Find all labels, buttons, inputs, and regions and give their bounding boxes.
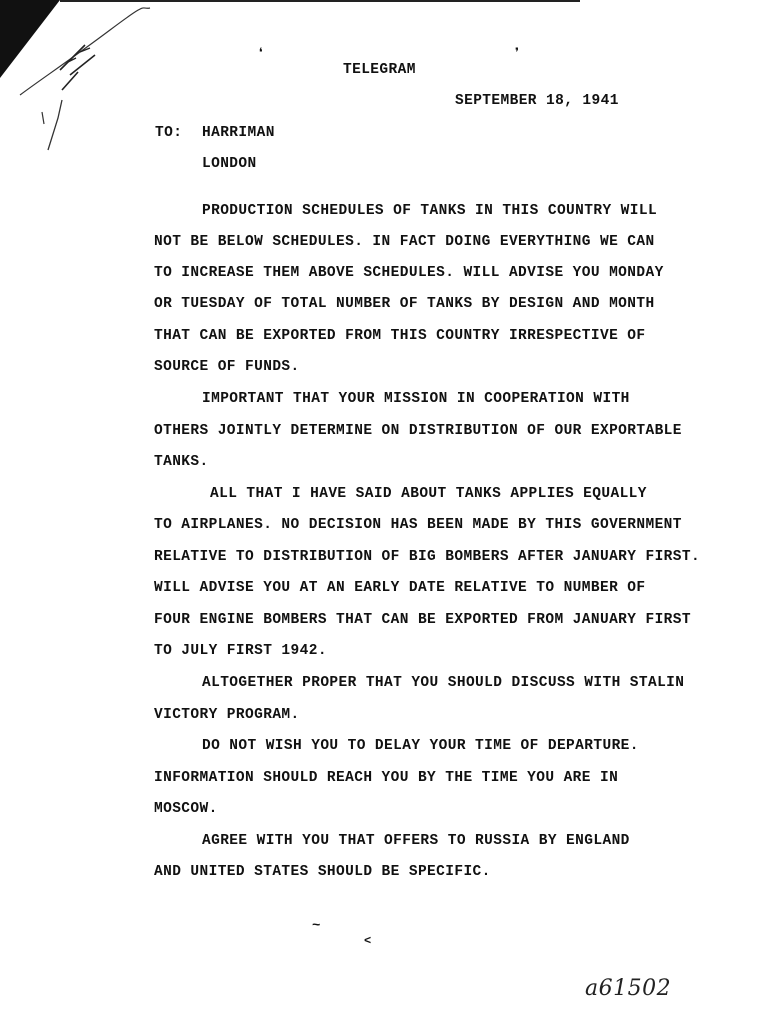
body-line: INFORMATION SHOULD REACH YOU BY THE TIME YOU ARE IN — [154, 770, 619, 786]
body-line: THAT CAN BE EXPORTED FROM THIS COUNTRY IRRESPECTIVE OF — [154, 328, 646, 344]
ink-mark-icon: < — [364, 934, 372, 948]
to-label: TO: — [155, 125, 183, 141]
body-line: ALTOGETHER PROPER THAT YOU SHOULD DISCUSS WITH STALIN — [202, 675, 685, 691]
body-line: SOURCE OF FUNDS. — [154, 359, 300, 375]
ink-mark-icon: ❛ — [256, 46, 266, 64]
body-line: NOT BE BELOW SCHEDULES. IN FACT DOING EVERYTHING WE CAN — [154, 234, 655, 250]
body-line: TO JULY FIRST 1942. — [154, 643, 327, 659]
body-line: OR TUESDAY OF TOTAL NUMBER OF TANKS BY DESIGN AND MONTH — [154, 296, 655, 312]
telegram-title: TELEGRAM — [343, 62, 416, 78]
telegram-date: SEPTEMBER 18, 1941 — [455, 93, 619, 109]
body-line: AGREE WITH YOU THAT OFFERS TO RUSSIA BY ENGLAND — [202, 833, 630, 849]
body-line: IMPORTANT THAT YOUR MISSION IN COOPERATION WITH — [202, 391, 630, 407]
body-line: WILL ADVISE YOU AT AN EARLY DATE RELATIVE TO NUMBER OF — [154, 580, 646, 596]
body-line: PRODUCTION SCHEDULES OF TANKS IN THIS COUNTRY WILL — [202, 203, 658, 219]
body-line: RELATIVE TO DISTRIBUTION OF BIG BOMBERS AFTER JANUARY FIRST. — [154, 549, 701, 565]
body-line: MOSCOW. — [154, 801, 218, 817]
body-line: ALL THAT I HAVE SAID ABOUT TANKS APPLIES EQUALLY — [210, 486, 647, 502]
ink-mark-icon: ❜ — [512, 46, 522, 64]
body-line: VICTORY PROGRAM. — [154, 707, 300, 723]
body-line: TO INCREASE THEM ABOVE SCHEDULES. WILL ADVISE YOU MONDAY — [154, 265, 664, 281]
body-line: AND UNITED STATES SHOULD BE SPECIFIC. — [154, 864, 491, 880]
body-line: DO NOT WISH YOU TO DELAY YOUR TIME OF DEPARTURE. — [202, 738, 639, 754]
body-line: TANKS. — [154, 454, 209, 470]
recipient-location: LONDON — [202, 156, 257, 172]
body-line: FOUR ENGINE BOMBERS THAT CAN BE EXPORTED FROM JANUARY FIRST — [154, 612, 691, 628]
ink-mark-icon: ~ — [312, 918, 321, 934]
recipient-name: HARRIMAN — [202, 125, 275, 141]
body-line: OTHERS JOINTLY DETERMINE ON DISTRIBUTION OF OUR EXPORTABLE — [154, 423, 682, 439]
body-line: TO AIRPLANES. NO DECISION HAS BEEN MADE BY THIS GOVERNMENT — [154, 517, 682, 533]
handwritten-document-number: a61502 — [585, 976, 672, 1001]
margin-scribble-icon — [0, 0, 160, 170]
